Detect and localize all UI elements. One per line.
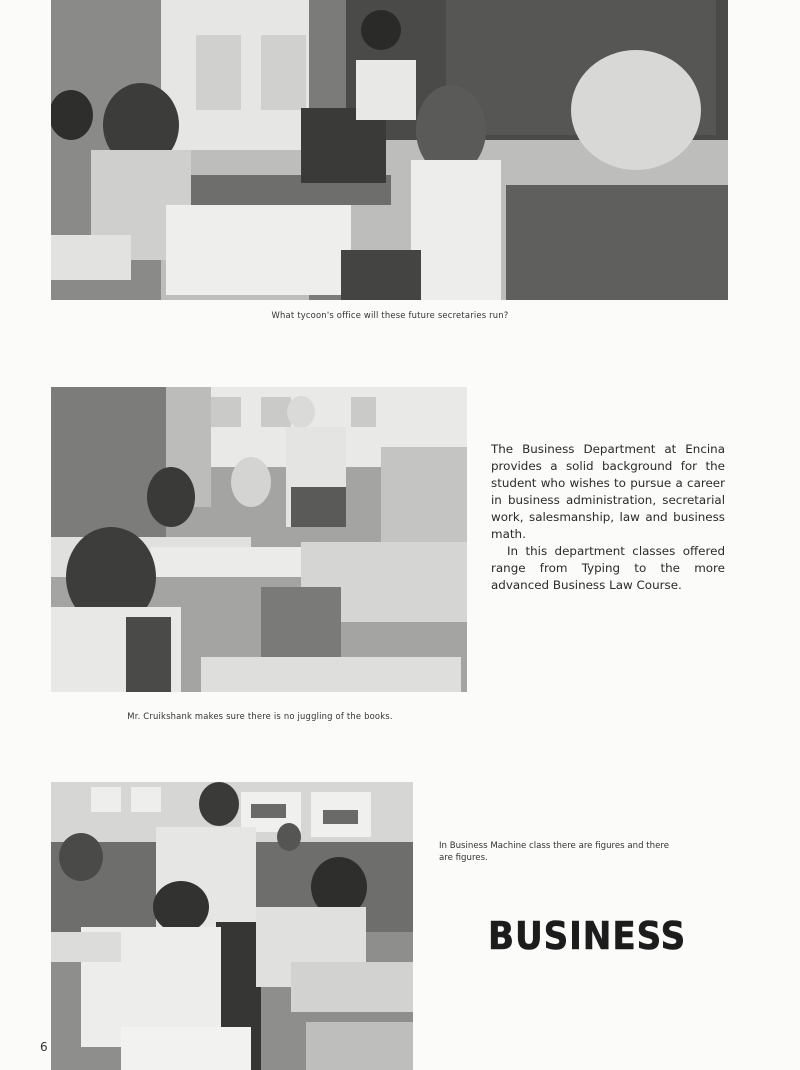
middle-photo-caption: Mr. Cruikshank makes sure there is no juggling of the books. — [127, 711, 393, 721]
business-department-description — [491, 441, 725, 594]
section-title: BUSINESS — [488, 914, 687, 958]
business-machine-class-photo — [51, 782, 413, 1070]
business-class-photo — [51, 387, 467, 692]
bottom-photo-caption: In Business Machine class there are figures and there are figures. — [439, 841, 669, 863]
classroom-lecture-photo — [51, 0, 728, 300]
description-paragraph-2: In this department classes offered range from Typing to the more advanced Business Law Course. — [491, 544, 725, 592]
description-paragraph-1: The Business Department at Encina provides a solid background for the student who wishes to pursue a career in business administration, secretarial work, salesmanship, law and business math. — [491, 442, 725, 541]
page-number: 6 — [40, 1040, 48, 1054]
top-photo-caption: What tycoon's office will these future secretaries run? — [271, 310, 509, 320]
